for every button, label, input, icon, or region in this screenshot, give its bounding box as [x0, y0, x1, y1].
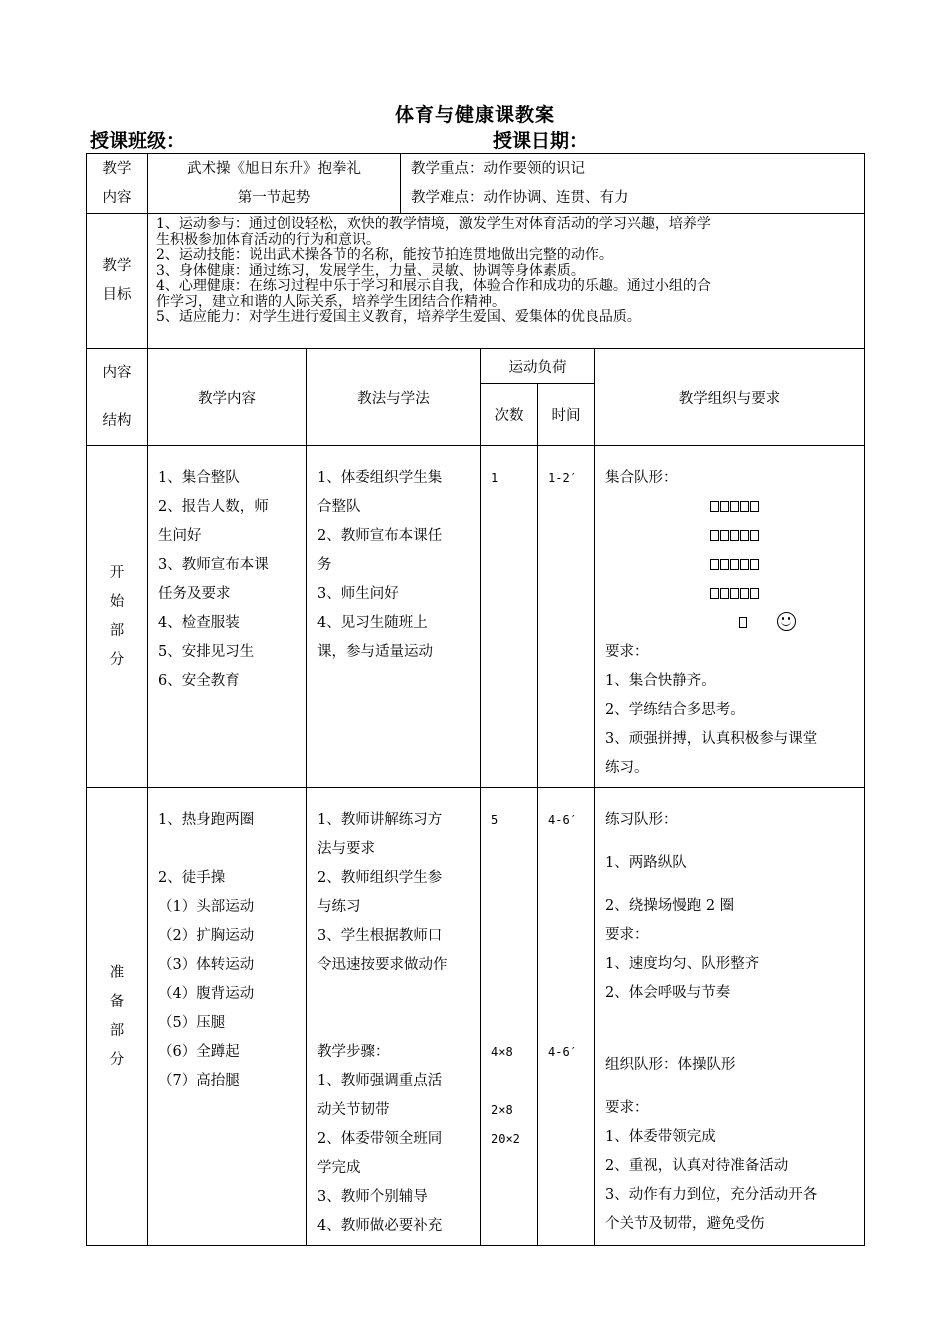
list-item: 2、报告人数，师 [158, 499, 269, 515]
formation-row [605, 580, 858, 609]
objective-line: 5、适应能力：对学生进行爱国主义教育，培养学生爱国、爱集体的优良品质。 [156, 309, 641, 325]
list-item: 2、徒手操 [158, 870, 226, 886]
count-header: 次数 [481, 384, 538, 446]
opening-section [87, 446, 865, 788]
warmup-content [148, 788, 307, 1246]
content-row [87, 154, 865, 214]
opening-content [148, 446, 307, 788]
requirement-item: 1、速度均匀、队形整齐 [605, 956, 760, 972]
list-item: 1、教师讲解练习方 [317, 812, 443, 828]
content-label: 教学 内容 [87, 154, 148, 214]
org-item: 1、两路纵队 [605, 855, 687, 871]
list-item: 任务及要求 [158, 586, 231, 602]
date-label: 授课日期： [493, 130, 589, 152]
opening-time: 1-2′ [538, 446, 595, 788]
warmup-organization [595, 788, 865, 1246]
requirement-item: 1、体委带领完成 [605, 1129, 716, 1145]
list-item: 务 [317, 557, 332, 573]
list-item: 1、体委组织学生集 [317, 470, 443, 486]
org-title: 练习队形： [605, 812, 678, 828]
objective-line: 3、身体健康：通过练习，发展学生，力量、灵敏、协调等身体素质。 [156, 262, 585, 279]
requirement-item: 2、体会呼吸与节奏 [605, 985, 731, 1001]
org-title: 集合队形： [605, 470, 678, 486]
list-item: 令迅速按要求做动作 [317, 957, 448, 973]
list-item: 4、见习生随班上 [317, 615, 428, 631]
organization-header: 教学组织与要求 [595, 349, 865, 446]
list-item: 2、体委带领全班同 [317, 1131, 443, 1147]
list-item: 课，参与适量运动 [317, 644, 433, 660]
objective-line: 4、心理健康：在练习过程中乐于学习和展示自我，体验合作和成功的乐趣。通过小组的合 [156, 278, 711, 294]
list-item: 2、教师宣布本课任 [317, 528, 443, 544]
warmup-methods [307, 788, 481, 1246]
load-header: 运动负荷 [481, 349, 595, 384]
key-points [401, 154, 865, 214]
time-header: 时间 [538, 384, 595, 446]
list-item: 3、教师个别辅导 [317, 1189, 428, 1205]
org-formation: 组织队形：体操队形 [605, 1057, 736, 1073]
sub-item: （2）扩胸运动 [158, 928, 255, 944]
list-item: 法与要求 [317, 841, 375, 857]
objectives-row [87, 214, 865, 349]
objective-line: 2、运动技能：说出武术操各节的名称，能按节拍连贯地做出完整的动作。 [156, 247, 613, 263]
list-item: 生问好 [158, 528, 202, 544]
formation-row [605, 493, 858, 522]
teacher-position [605, 609, 858, 638]
requirement-item: 1、集合快静齐。 [605, 673, 716, 689]
warmup-section [87, 788, 865, 1246]
requirement-item: 练习。 [605, 760, 649, 776]
page-title: 体育与健康课教案 [394, 104, 555, 126]
list-item: 4、检查服装 [158, 615, 240, 631]
requirements-label: 要求： [605, 1100, 649, 1116]
list-item: 学完成 [317, 1160, 361, 1176]
sub-item: （6）全蹲起 [158, 1044, 240, 1060]
difficulty: 教学难点：动作协调、连贯、有力 [411, 189, 629, 206]
list-item: 1、热身跑两圈 [158, 812, 255, 828]
objectives-text [148, 214, 865, 349]
list-item: 2、教师组织学生参 [317, 870, 443, 886]
sub-item: （4）腹背运动 [158, 986, 255, 1002]
requirement-item: 个关节及韧带，避免受伤 [605, 1216, 765, 1232]
sub-item: （7）高抬腿 [158, 1073, 240, 1089]
opening-methods [307, 446, 481, 788]
list-item: 1、教师强调重点活 [317, 1073, 443, 1089]
sub-item: （3）体转运动 [158, 957, 255, 973]
content-header: 教学内容 [148, 349, 307, 446]
warmup-time: 4-6′ 4-6′ [538, 788, 595, 1246]
list-item: 动关节韧带 [317, 1102, 390, 1118]
org-item: 2、绕操场慢跑 2 圈 [605, 898, 735, 914]
list-item: 6、安全教育 [158, 673, 240, 689]
list-item: 与练习 [317, 899, 361, 915]
objective-line: 1、运动参与：通过创设轻松，欢快的教学情境，激发学生对体育活动的学习兴趣，培养学 [156, 216, 711, 232]
list-item: 5、安排见习生 [158, 644, 255, 660]
objectives-label: 教学 目标 [87, 214, 148, 349]
list-item: 合整队 [317, 499, 361, 515]
teacher-marker-icon [739, 617, 747, 628]
key-point: 教学重点：动作要领的识记 [411, 160, 585, 177]
class-label: 授课班级： [90, 130, 186, 152]
column-header-row [87, 349, 865, 384]
requirements-label: 要求： [605, 644, 649, 660]
methods-header: 教法与学法 [307, 349, 481, 446]
requirement-item: 3、顽强拼搏，认真积极参与课堂 [605, 731, 818, 747]
warmup-count: 5 4×8 2×8 20×2 [481, 788, 538, 1246]
list-item: 3、学生根据教师口 [317, 928, 443, 944]
sub-item: （1）头部运动 [158, 899, 255, 915]
smiley-teacher-icon [777, 612, 796, 631]
warmup-label: 准 备 部 分 [87, 788, 148, 1246]
requirements-label: 要求： [605, 927, 649, 943]
list-item: 1、集合整队 [158, 470, 240, 486]
structure-header: 内容 结构 [87, 349, 148, 446]
objective-line: 作学习，建立和谐的人际关系，培养学生团结合作精神。 [156, 293, 506, 310]
lesson-plan-table [86, 153, 865, 1246]
objective-line: 生积极参加体育活动的行为和意识。 [156, 231, 380, 248]
formation-row [605, 551, 858, 580]
requirement-item: 3、动作有力到位，充分活动开各 [605, 1187, 818, 1203]
opening-count: 1 [481, 446, 538, 788]
list-item: 4、教师做必要补充 [317, 1218, 443, 1234]
steps-label: 教学步骤： [317, 1044, 390, 1060]
formation-row [605, 522, 858, 551]
requirement-item: 2、学练结合多思考。 [605, 702, 745, 718]
requirement-item: 2、重视，认真对待准备活动 [605, 1158, 789, 1174]
lesson-topic: 武术操《旭日东升》抱拳礼 第一节起势 [148, 154, 401, 214]
opening-organization [595, 446, 865, 788]
opening-label: 开 始 部 分 [87, 446, 148, 788]
list-item: 3、师生问好 [317, 586, 399, 602]
sub-item: （5）压腿 [158, 1015, 226, 1031]
list-item: 3、教师宣布本课 [158, 557, 269, 573]
